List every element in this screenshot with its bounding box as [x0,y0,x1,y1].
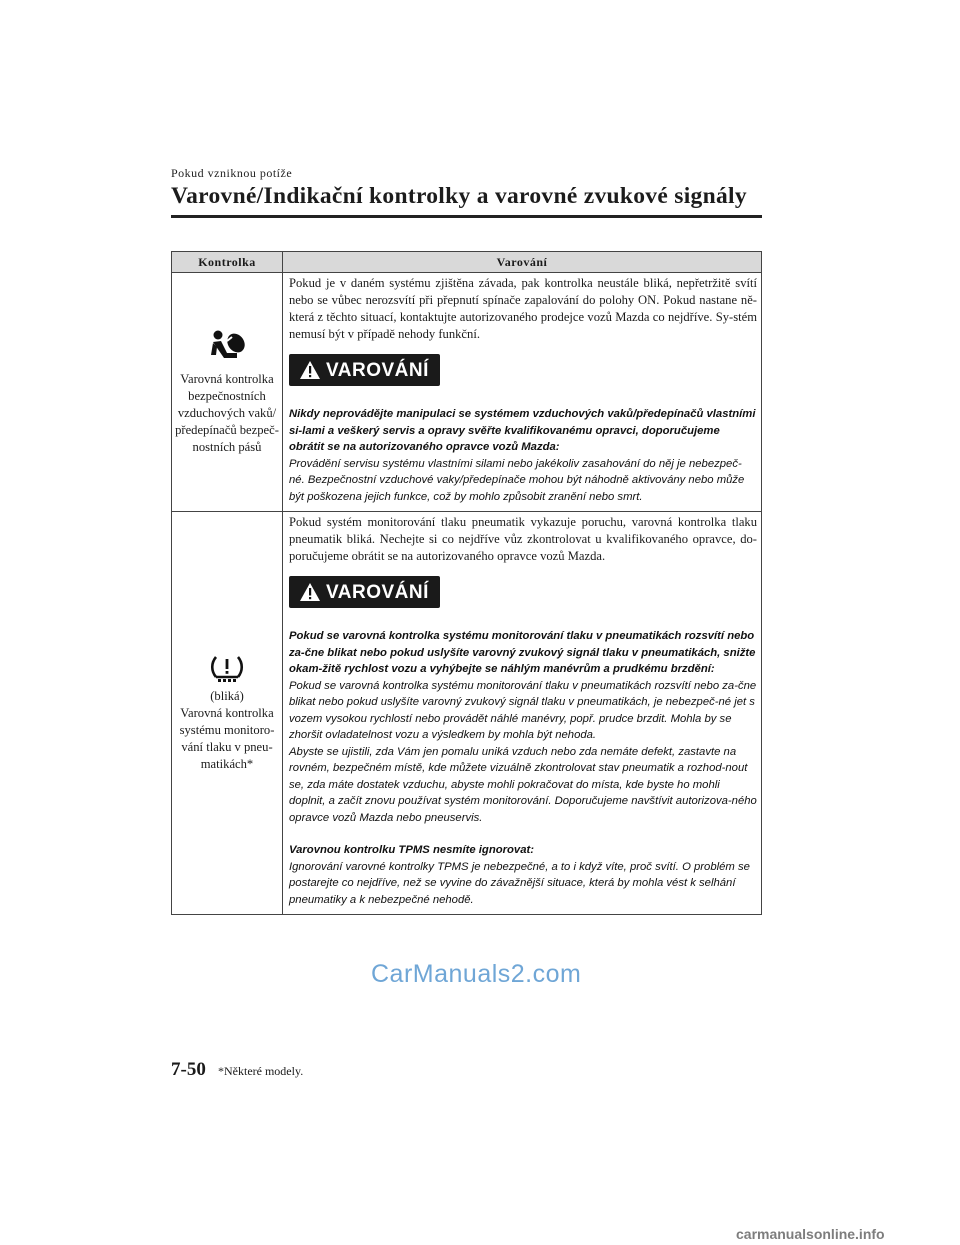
warning-bold-text: Varovnou kontrolku TPMS nesmíte ignorovat: [289,844,535,856]
warning-badge-label: VAROVÁNÍ [326,359,429,381]
indicator-line: vzduchových vaků/ [177,405,277,420]
description-text: Pokud je v daném systému zjištěna závada, pak kontrolka neustále bliká, nepřetržitě svítí nebo se vůbec nerozsvítí při přepnutí spínače zapalování do polohy ON. Pokud nastane ně-která z těchto situací, kontaktujte autorizovaného prodejce vozů Mazda co nejdříve. Sy-stém nemusí být v případě nehody funkční. [289,276,757,341]
indicator-line: bezpečnostních [188,388,266,403]
warning-bold-text: Pokud se varovná kontrolka systému monitorování tlaku v pneumatikách rozsvítí nebo za-čne blikat nebo pokud uslyšíte varovný zvukový signál tlaku v pneumatikách, snižte okam-žitě rychlost vozu a vyhýbejte se náhlým manévrům a prudkému brzdění: [289,630,756,675]
indicator-line: systému monitoro- [179,722,275,737]
indicator-line: nostních pásů [192,439,262,454]
warning-text-block [289,628,757,908]
description-text: Pokud systém monitorování tlaku pneumatik vykazuje poruchu, varovná kontrolka tlaku pneumatik bliká. Nechejte si co nejdříve vůz zkontrolovat u kvalifikovaného opravce, do-poručujeme obrátit se na autorizovaného opravce vozů Mazda. [289,515,757,563]
footnote: *Některé modely. [218,1064,304,1078]
warning-badge [289,576,440,608]
site-watermark: carmanualsonline.info [736,1226,885,1242]
page-title: Varovné/Indikační kontrolky a varovné zvukové signály [171,183,747,209]
indicator-cell [172,512,283,915]
section-label: Pokud vzniknou potíže [171,166,293,180]
indicator-line: matikách* [200,756,254,771]
warning-text: Provádění servisu systému vlastními silami nebo jakékoliv zasahování do něj je nebezpeč-né. Bezpečnostní vzduchové vaky/předepínače mohou být náhodně aktivovány nebo může být poškozena jejich funkce, což by mohlo způsobit zranění nebo smrt. [289,457,745,503]
page-number: 7-50 [171,1059,206,1080]
warning-badge-label: VAROVÁNÍ [326,581,429,603]
table-header-row [172,252,762,273]
warning-triangle-icon [299,360,321,380]
indicator-line: Varovná kontrolka [180,371,274,386]
warning-badge [289,354,440,386]
carmanuals-watermark: CarManuals2.com [371,960,582,988]
indicator-line: (bliká) [210,688,244,703]
indicator-cell [172,273,283,512]
title-rule [171,215,762,218]
indicator-line: předepínačů bezpeč- [175,422,279,437]
warning-cell [283,273,762,512]
column-header-indicator: Kontrolka [172,252,283,273]
indicator-line: Varovná kontrolka [180,705,274,720]
column-header-warning: Varování [283,252,762,273]
warning-text: Ignorování varovné kontrolky TPMS je nebezpečné, a to i když víte, proč svítí. O problém se postarejte co nejdříve, než se vyvine do závažnější situace, která by mohla vést k selhání pneumatiky a k nebezpečné nehodě. [289,860,750,906]
warning-text: Abyste se ujistili, zda Vám jen pomalu uniká vzduch nebo zda nemáte defekt, zastavte na rovném, bezpečném místě, kde můžete vizuálně zkontrolovat stav pneumatik a rozhod-nout se, zda máte dostatek vzduchu, abyste mohli pokračovat do místa, kde byste ho mohli doplnit, a začít znovu používat systém monitorování. Doporučujeme navštívit autorizova-ného opravce vozů Mazda nebo pneuservis. [289,745,757,824]
airbag-warning-icon [207,329,247,365]
table-row [172,512,762,915]
warning-cell [283,512,762,915]
warning-triangle-icon [299,582,321,602]
tire-pressure-warning-icon [210,654,244,684]
warning-text: Pokud se varovná kontrolka systému monitorování tlaku v pneumatikách rozsvítí nebo za-čne blikat nebo pokud uslyšíte varovný zvukový signál tlaku v pneumatikách, je nebezpeč-né jet s vozem vysokou rychlostí nebo provádět náhlé manévry, popř. prudce brzdit. Mohla by se zhoršit ovladatelnost vozu a výsledkem by mohla být nehoda. [289,679,757,741]
warning-text-block [289,406,757,505]
table-row [172,273,762,512]
warning-bold-text: Nikdy neprovádějte manipulaci se systémem vzduchových vaků/předepínačů vlastními si-lami a veškerý servis a opravy svěřte kvalifikovanému opravci, doporučujeme obrátit se na autorizovaného opravce vozů Mazda: [289,408,756,453]
warning-table [171,251,762,915]
indicator-line: vání tlaku v pneu- [181,739,273,754]
